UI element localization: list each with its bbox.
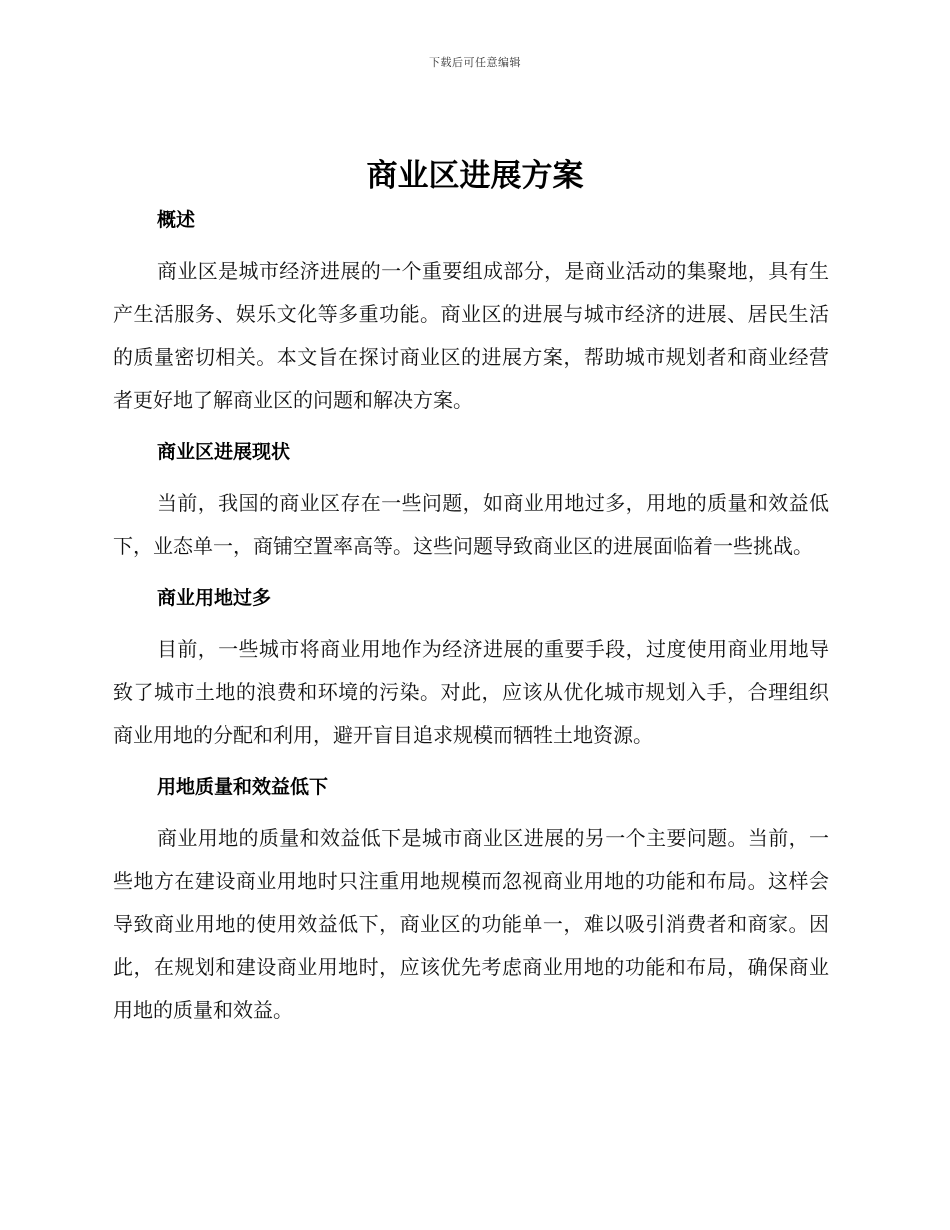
section-land-quality <box>113 767 829 1032</box>
section-heading: 商业用地过多 <box>157 587 272 609</box>
section-overview <box>113 200 829 432</box>
section-heading: 概述 <box>157 209 196 231</box>
header-note: 下载后可任意编辑 <box>429 56 521 69</box>
section-heading: 用地质量和效益低下 <box>157 776 329 798</box>
section-paragraph: 商业用地的质量和效益低下是城市商业区进展的另一个主要问题。当前，一些地方在建设商业用地时只注重用地规模而忽视商业用地的功能和布局。这样会导致商业用地的使用效益低下，商业区的功能单一，难以吸引消费者和商家。因此，在规划和建设商业用地时，应该优先考虑商业用地的功能和布局，确保商业用地的质量和效益。 <box>113 826 829 1022</box>
document-body <box>113 200 829 1032</box>
section-excess-land <box>113 578 829 767</box>
section-heading: 商业区进展现状 <box>157 441 291 463</box>
section-paragraph: 当前，我国的商业区存在一些问题，如商业用地过多，用地的质量和效益低下，业态单一，商铺空置率高等。这些问题导致商业区的进展面临着一些挑战。 <box>113 491 829 558</box>
document-title: 商业区进展方案 <box>366 158 584 194</box>
section-paragraph: 商业区是城市经济进展的一个重要组成部分，是商业活动的集聚地，具有生产生活服务、娱乐文化等多重功能。商业区的进展与城市经济的进展、居民生活的质量密切相关。本文旨在探讨商业区的进展方案，帮助城市规划者和商业经营者更好地了解商业区的问题和解决方案。 <box>113 259 829 412</box>
section-paragraph: 目前，一些城市将商业用地作为经济进展的重要手段，过度使用商业用地导致了城市土地的浪费和环境的污染。对此，应该从优化城市规划入手，合理组织商业用地的分配和利用，避开盲目追求规模而牺牲土地资源。 <box>113 637 829 747</box>
section-current-status <box>113 432 829 578</box>
